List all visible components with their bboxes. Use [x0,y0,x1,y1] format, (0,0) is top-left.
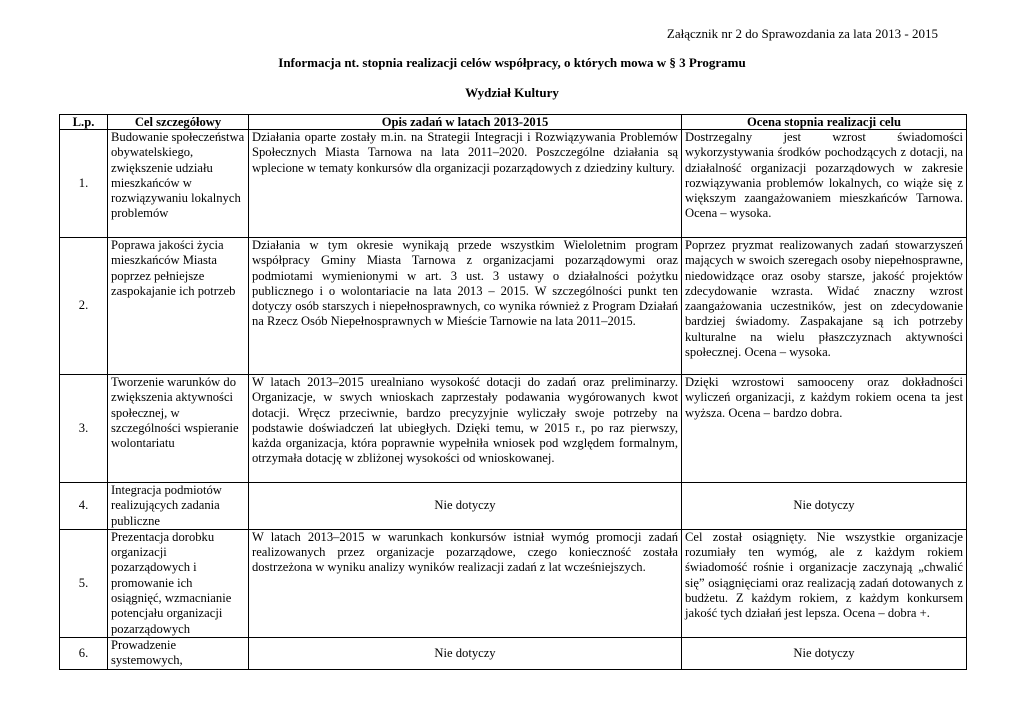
goal-cell: Poprawa jakości życia mieszkańców Miasta poprzez pełniejsze zaspokajanie ich potrzeb [108,238,249,375]
table-header-row [60,115,967,130]
row-number: 4. [60,483,108,530]
annex-reference: Załącznik nr 2 do Sprawozdania za lata 2013 - 2015 [666,26,938,41]
table-row [60,238,967,375]
evaluation-cell: Cel został osiągnięty. Nie wszystkie organizacje rozumiały ten wymóg, ale z każdym rokiem świadomość rośnie i organizacje zaczynają „chwalić się” osiągnięciami oraz realizacją zadań dotowanych z budżetu. Z każdym rokiem, z każdym konkursem jakość tych działań jest lepsza. Ocena – dobra +. [682,529,967,637]
table-row [60,130,967,238]
table-row [60,637,967,669]
table-row [60,483,967,530]
document-title: Informacja nt. stopnia realizacji celów współpracy, o których mowa w § 3 Programu [278,55,746,70]
table-row [60,375,967,483]
goal-cell: Prowadzenie systemowych, [108,637,249,669]
evaluation-cell: Nie dotyczy [682,637,967,669]
description-cell: W latach 2013–2015 w warunkach konkursów istniał wymóg promocji zadań realizowanych przez organizacje pozarządowe, czego konieczność została dostrzeżona w wyniku analizy wyników realizacji zadań z lat wcześniejszych. [249,529,682,637]
goal-cell: Tworzenie warunków do zwiększenia aktywności społecznej, w szczególności wspieranie wolontariatu [108,375,249,483]
description-cell: Nie dotyczy [249,637,682,669]
goal-cell: Budowanie społeczeństwa obywatelskiego, zwiększenie udziału mieszkańców w rozwiązywaniu lokalnych problemów [108,130,249,238]
goal-cell: Prezentacja dorobku organizacji pozarządowych i promowanie ich osiągnięć, wzmacnianie potencjału organizacji pozarządowych [108,529,249,637]
row-number: 6. [60,637,108,669]
description-cell: Nie dotyczy [249,483,682,530]
evaluation-cell: Dzięki wzrostowi samooceny oraz dokładności wyliczeń organizacji, z każdym rokiem ocena ta jest wyższa. Ocena – bardzo dobra. [682,375,967,483]
table-row [60,529,967,637]
goal-cell: Integracja podmiotów realizujących zadania publiczne [108,483,249,530]
row-number: 2. [60,238,108,375]
column-header-evaluation: Ocena stopnia realizacji celu [682,115,967,130]
description-cell: W latach 2013–2015 urealniano wysokość dotacji do zadań oraz preliminarzy. Organizacje, w swych wnioskach zaprzestały podawania wygórowanych kwot dotacji. Wręcz przeciwnie, bardzo precyzyjnie wyliczały swoje potrzeby na podstawie doświadczeń lat ubiegłych. Dzięki temu, w 2015 r., po raz pierwszy, każda organizacja, która poprawnie wypełniła wniosek pod względem formalnym, otrzymała dotację w zbliżonej wysokości od wnioskowanej. [249,375,682,483]
description-cell: Działania oparte zostały m.in. na Strategii Integracji i Rozwiązywania Problemów Społecznych Miasta Tarnowa na lata 2011–2020. Poszczególne działania są wplecione w tematy konkursów dla organizacji pozarządowych z dziedziny kultury. [249,130,682,238]
column-header-goal: Cel szczegółowy [108,115,249,130]
row-number: 1. [60,130,108,238]
evaluation-cell: Dostrzegalny jest wzrost świadomości wykorzystywania środków pochodzących z dotacji, na działalność organizacji pozarządowych w zakresie rozwiązywania problemów lokalnych, co wiąże się z większym zaangażowaniem mieszkańców Tarnowa. Ocena – wysoka. [682,130,967,238]
evaluation-cell: Poprzez pryzmat realizowanych zadań stowarzyszeń mających w swoich szeregach osoby niepełnosprawne, niedowidzące oraz osoby starsze, jakość projektów zdecydowanie wzrasta. Widać znaczny wzrost zaangażowania uczestników, jest on zdecydowanie bardziej świadomy. Zaspakajane są ich potrzeby kulturalne na wielu płaszczyznach aktywności społecznej. Ocena – wysoka. [682,238,967,375]
description-cell: Działania w tym okresie wynikają przede wszystkim Wieloletnim program współpracy Gminy Miasta Tarnowa z organizacjami pozarządowymi oraz podmiotami wymienionymi w art. 3 ust. 3 ustawy o działalności pożytku publicznego i o wolontariacie na lata 2013 – 2015. W szczególności punkt ten dotyczy osób starszych i niepełnosprawnych, co wynika również z Program Działań na Rzecz Osób Niepełnosprawnych w Mieście Tarnowie na lata 2011–2015. [249,238,682,375]
row-number: 3. [60,375,108,483]
column-header-description: Opis zadań w latach 2013-2015 [249,115,682,130]
row-number: 5. [60,529,108,637]
evaluation-cell: Nie dotyczy [682,483,967,530]
department-name: Wydział Kultury [465,85,559,100]
goals-table [59,114,967,670]
column-header-lp: L.p. [60,115,108,130]
